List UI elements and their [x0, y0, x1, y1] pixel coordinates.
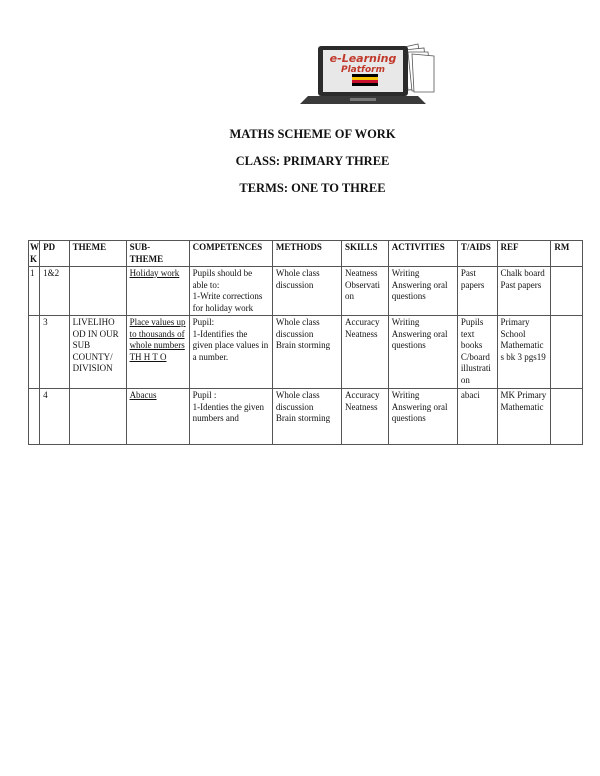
cell-rm: [551, 316, 583, 389]
header-skills: SKILLS: [342, 241, 389, 267]
cell-ref: Chalk board Past papers: [497, 267, 551, 316]
scheme-of-work-table: [28, 240, 583, 445]
cell-skills: [342, 316, 389, 389]
activity-line: Writing: [391, 317, 420, 327]
e-learning-platform-logo: [300, 40, 460, 110]
cell-pd: 4: [40, 389, 69, 445]
skill-line: Neatness Observati on: [345, 268, 381, 301]
terms-heading: TERMS: ONE TO THREE: [239, 181, 386, 195]
skill-line: Neatness: [345, 401, 378, 412]
skill-line: Neatness: [345, 328, 378, 339]
method-line: Brain storming: [275, 340, 331, 350]
cell-theme: [69, 389, 126, 445]
skill-line: Accuracy: [345, 317, 380, 327]
document-title: MATHS SCHEME OF WORK: [229, 127, 396, 141]
table-row: [29, 267, 583, 316]
cell-taids: abaci: [457, 389, 497, 445]
cell-subtheme: Abacus: [126, 389, 189, 445]
table-header-row: [29, 241, 583, 267]
cell-taids: Pupils text books C/board illustrati on: [457, 316, 497, 389]
cell-skills: [342, 389, 389, 445]
cell-competences: [189, 316, 272, 389]
cell-rm: [551, 267, 583, 316]
cell-taids: Past papers: [457, 267, 497, 316]
header-activities: ACTIVITIES: [388, 241, 457, 267]
table-row: [29, 316, 583, 389]
competence-line: Pupil :: [192, 390, 217, 400]
header-methods: METHODS: [272, 241, 341, 267]
skill-line: Accuracy: [345, 390, 380, 400]
competence-line: Pupil:: [192, 317, 215, 327]
logo-text-line1: e-Learning: [329, 52, 397, 65]
cell-methods: [272, 316, 341, 389]
cell-activities: [388, 267, 457, 316]
activity-line: Writing: [391, 268, 420, 278]
competence-line: 1-Identies the given numbers and: [192, 401, 265, 423]
logo-text-line2: Platform: [341, 65, 385, 75]
header-pd: PD: [40, 241, 69, 267]
header-subtheme: SUB- THEME: [126, 241, 189, 267]
cell-subtheme: Holiday work: [126, 267, 189, 316]
cell-wk: [29, 389, 40, 445]
table-row: [29, 389, 583, 445]
activity-line: Answering oral questions: [391, 328, 448, 350]
competence-line: Pupils should be able to:: [192, 268, 253, 290]
cell-activities: [388, 389, 457, 445]
competence-line: 1-Identifies the given place values in a number.: [192, 328, 269, 362]
activity-line: Writing: [391, 390, 420, 400]
header-ref: REF: [497, 241, 551, 267]
cell-pd: 3: [40, 316, 69, 389]
cell-methods: [272, 389, 341, 445]
header-competences: COMPETENCES: [189, 241, 272, 267]
cell-ref: MK Primary Mathematic: [497, 389, 551, 445]
cell-rm: [551, 389, 583, 445]
method-line: Whole class discussion: [275, 268, 320, 290]
activity-line: Answering oral questions: [391, 401, 448, 423]
cell-methods: [272, 267, 341, 316]
cell-theme: [69, 267, 126, 316]
method-line: Whole class discussion: [275, 317, 320, 339]
cell-pd: 1&2: [40, 267, 69, 316]
method-line: Brain storming: [275, 413, 331, 423]
competence-line: 1-Write corrections for holiday work: [192, 291, 263, 313]
laptop-book-logo-graphic: [300, 40, 460, 110]
cell-skills: [342, 267, 389, 316]
cell-competences: [189, 389, 272, 445]
header-theme: THEME: [69, 241, 126, 267]
cell-subtheme: Place values up to thousands of whole numbers TH H T O: [126, 316, 189, 389]
cell-wk: [29, 316, 40, 389]
cell-theme: LIVELIHO OD IN OUR SUB COUNTY/ DIVISION: [69, 316, 126, 389]
header-rm: RM: [551, 241, 583, 267]
method-line: Whole class discussion: [275, 390, 320, 412]
class-heading: CLASS: PRIMARY THREE: [235, 154, 390, 168]
cell-ref: Primary School Mathematic s bk 3 pgs19: [497, 316, 551, 389]
header-wk: W K: [29, 241, 40, 267]
header-taids: T/AIDS: [457, 241, 497, 267]
cell-activities: [388, 316, 457, 389]
activity-line: Answering oral questions: [391, 279, 448, 301]
cell-wk: 1: [29, 267, 40, 316]
cell-competences: [189, 267, 272, 316]
